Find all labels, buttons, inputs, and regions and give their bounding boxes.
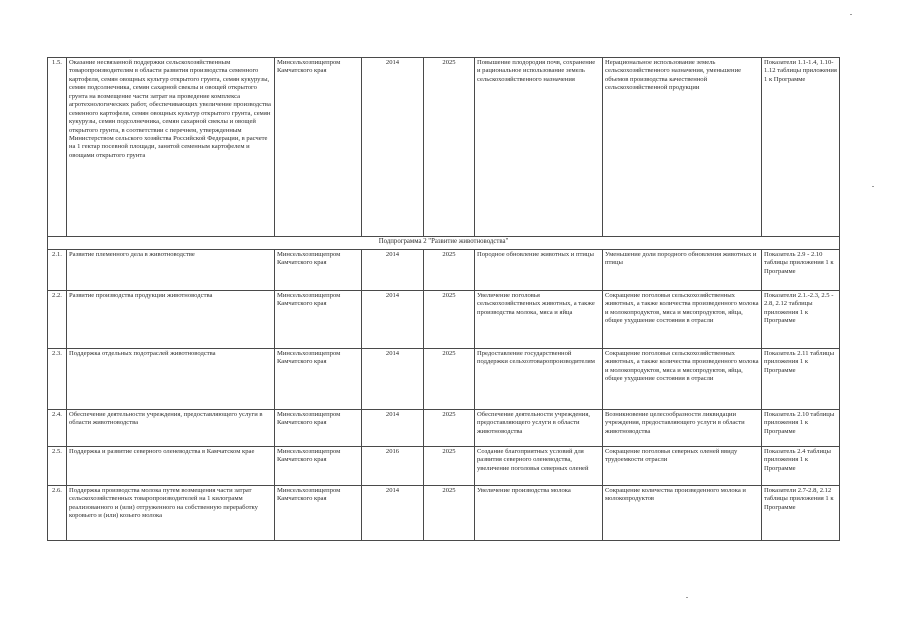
table-row <box>48 446 840 485</box>
measures-table <box>47 57 840 541</box>
scan-speck <box>686 597 688 598</box>
table-row <box>48 348 840 409</box>
non-implementation-consequence: Сокращение поголовья сельскохозяйственных животных, а также количества произведенного молока и молокопродуктов, мяса и мясопродуктов, яйца, общее ухудшение состояния в отрасли <box>603 348 762 409</box>
table-row <box>48 249 840 290</box>
non-implementation-consequence: Сокращение поголовья северных оленей ввиду трудоемкости отрасли <box>603 446 762 485</box>
executor: Минсельхозпищепром Камчатского края <box>275 485 362 540</box>
related-indicators: Показатели 2.1.-2.3, 2.5 - 2.8, 2.12 таблицы приложения 1 к Программе <box>762 290 840 348</box>
non-implementation-consequence: Сокращение количества произведенного молока и молокопродуктов <box>603 485 762 540</box>
non-implementation-consequence: Уменьшение доли породного обновления животных и птицы <box>603 249 762 290</box>
measure-name: Обеспечение деятельности учреждения, предоставляющего услуги в области животноводства <box>67 409 275 446</box>
related-indicators: Показатель 2.10 таблицы приложения 1 к Программе <box>762 409 840 446</box>
subprogram-heading-row <box>48 237 840 250</box>
measure-name: Оказание несвязанной поддержки сельскохозяйственным товаропроизводителям в области развития производства семенного картофеля, семян овощных культур открытого грунта, семян кукурузы, семян подсолнечника, семян сахарной свеклы и овощей открытого грунта на возмещение части затрат на проведение комплекса агротехнологических работ, обеспечивающих увеличение производства семенного картофеля, семян овощных культур открытого грунта, семян кукурузы, семян подсолнечника, семян сахарной свеклы и овощей открытого грунта, в соответствии с перечнем, утвержденным Министерством сельского хозяйства Российской Федерации, в расчете на 1 гектар посевной площади, занятой семенным картофелем и овощами открытого грунта <box>67 58 275 237</box>
table-row <box>48 58 840 237</box>
row-number: 1.5. <box>48 58 67 237</box>
measure-name: Развитие племенного дела в животноводстве <box>67 249 275 290</box>
end-year: 2025 <box>424 249 475 290</box>
measure-name: Поддержка отдельных подотраслей животноводства <box>67 348 275 409</box>
related-indicators: Показатель 2.4 таблицы приложения 1 к Программе <box>762 446 840 485</box>
related-indicators: Показатели 1.1-1.4, 1.10-1.12 таблицы приложения 1 к Программе <box>762 58 840 237</box>
executor: Минсельхозпищепром Камчатского края <box>275 58 362 237</box>
row-number: 2.5. <box>48 446 67 485</box>
start-year: 2016 <box>362 446 424 485</box>
row-number: 2.3. <box>48 348 67 409</box>
document-page <box>47 57 839 541</box>
end-year: 2025 <box>424 348 475 409</box>
executor: Минсельхозпищепром Камчатского края <box>275 409 362 446</box>
expected-result: Увеличение производства молока <box>475 485 603 540</box>
non-implementation-consequence: Возникновение целесообразности ликвидации учреждения, предоставляющего услуги в области животноводства <box>603 409 762 446</box>
end-year: 2025 <box>424 58 475 237</box>
measure-name: Поддержка производства молока путем возмещения части затрат сельскохозяйственных товаропроизводителей на 1 килограмм реализованного и (или) отгруженного на собственную переработку коровьего и (или) козьего молока <box>67 485 275 540</box>
expected-result: Создание благоприятных условий для развития северного оленеводства, увеличение поголовья северных оленей <box>475 446 603 485</box>
measure-name: Поддержка и развитие северного оленеводства в Камчатском крае <box>67 446 275 485</box>
start-year: 2014 <box>362 409 424 446</box>
expected-result: Обеспечение деятельности учреждения, предоставляющего услуги в области животноводства <box>475 409 603 446</box>
related-indicators: Показатель 2.9 - 2.10 таблицы приложения 1 к Программе <box>762 249 840 290</box>
expected-result: Предоставление государственной поддержки сельхозтоваропроизводителям <box>475 348 603 409</box>
table-row <box>48 409 840 446</box>
subprogram-heading: Подпрограмма 2 "Развитие животноводства" <box>48 237 840 250</box>
executor: Минсельхозпищепром Камчатского края <box>275 446 362 485</box>
row-number: 2.1. <box>48 249 67 290</box>
measure-name: Развитие производства продукции животноводства <box>67 290 275 348</box>
start-year: 2014 <box>362 485 424 540</box>
row-number: 2.2. <box>48 290 67 348</box>
end-year: 2025 <box>424 409 475 446</box>
related-indicators: Показатель 2.11 таблицы приложения 1 к Программе <box>762 348 840 409</box>
scan-speck <box>850 14 852 15</box>
related-indicators: Показатели 2.7-2.8, 2.12 таблицы приложения 1 к Программе <box>762 485 840 540</box>
non-implementation-consequence: Нерациональное использование земель сельскохозяйственного назначения, уменьшение объемов производства качественной сельскохозяйственной продукции <box>603 58 762 237</box>
end-year: 2025 <box>424 290 475 348</box>
expected-result: Породное обновление животных и птицы <box>475 249 603 290</box>
end-year: 2025 <box>424 446 475 485</box>
end-year: 2025 <box>424 485 475 540</box>
expected-result: Повышение плодородия почв, сохранение и рациональное использование земель сельскохозяйственного назначения <box>475 58 603 237</box>
row-number: 2.6. <box>48 485 67 540</box>
scan-speck <box>872 186 874 187</box>
table-row <box>48 290 840 348</box>
start-year: 2014 <box>362 290 424 348</box>
non-implementation-consequence: Сокращение поголовья сельскохозяйственных животных, а также количества произведенного молока и молокопродуктов, мяса и мясопродуктов, яйца, общее ухудшение состояния в отрасли <box>603 290 762 348</box>
expected-result: Увеличение поголовья сельскохозяйственных животных, а также производства молока, мяса и яйца <box>475 290 603 348</box>
table-row <box>48 485 840 540</box>
row-number: 2.4. <box>48 409 67 446</box>
executor: Минсельхозпищепром Камчатского края <box>275 348 362 409</box>
executor: Минсельхозпищепром Камчатского края <box>275 249 362 290</box>
start-year: 2014 <box>362 58 424 237</box>
start-year: 2014 <box>362 249 424 290</box>
executor: Минсельхозпищепром Камчатского края <box>275 290 362 348</box>
start-year: 2014 <box>362 348 424 409</box>
